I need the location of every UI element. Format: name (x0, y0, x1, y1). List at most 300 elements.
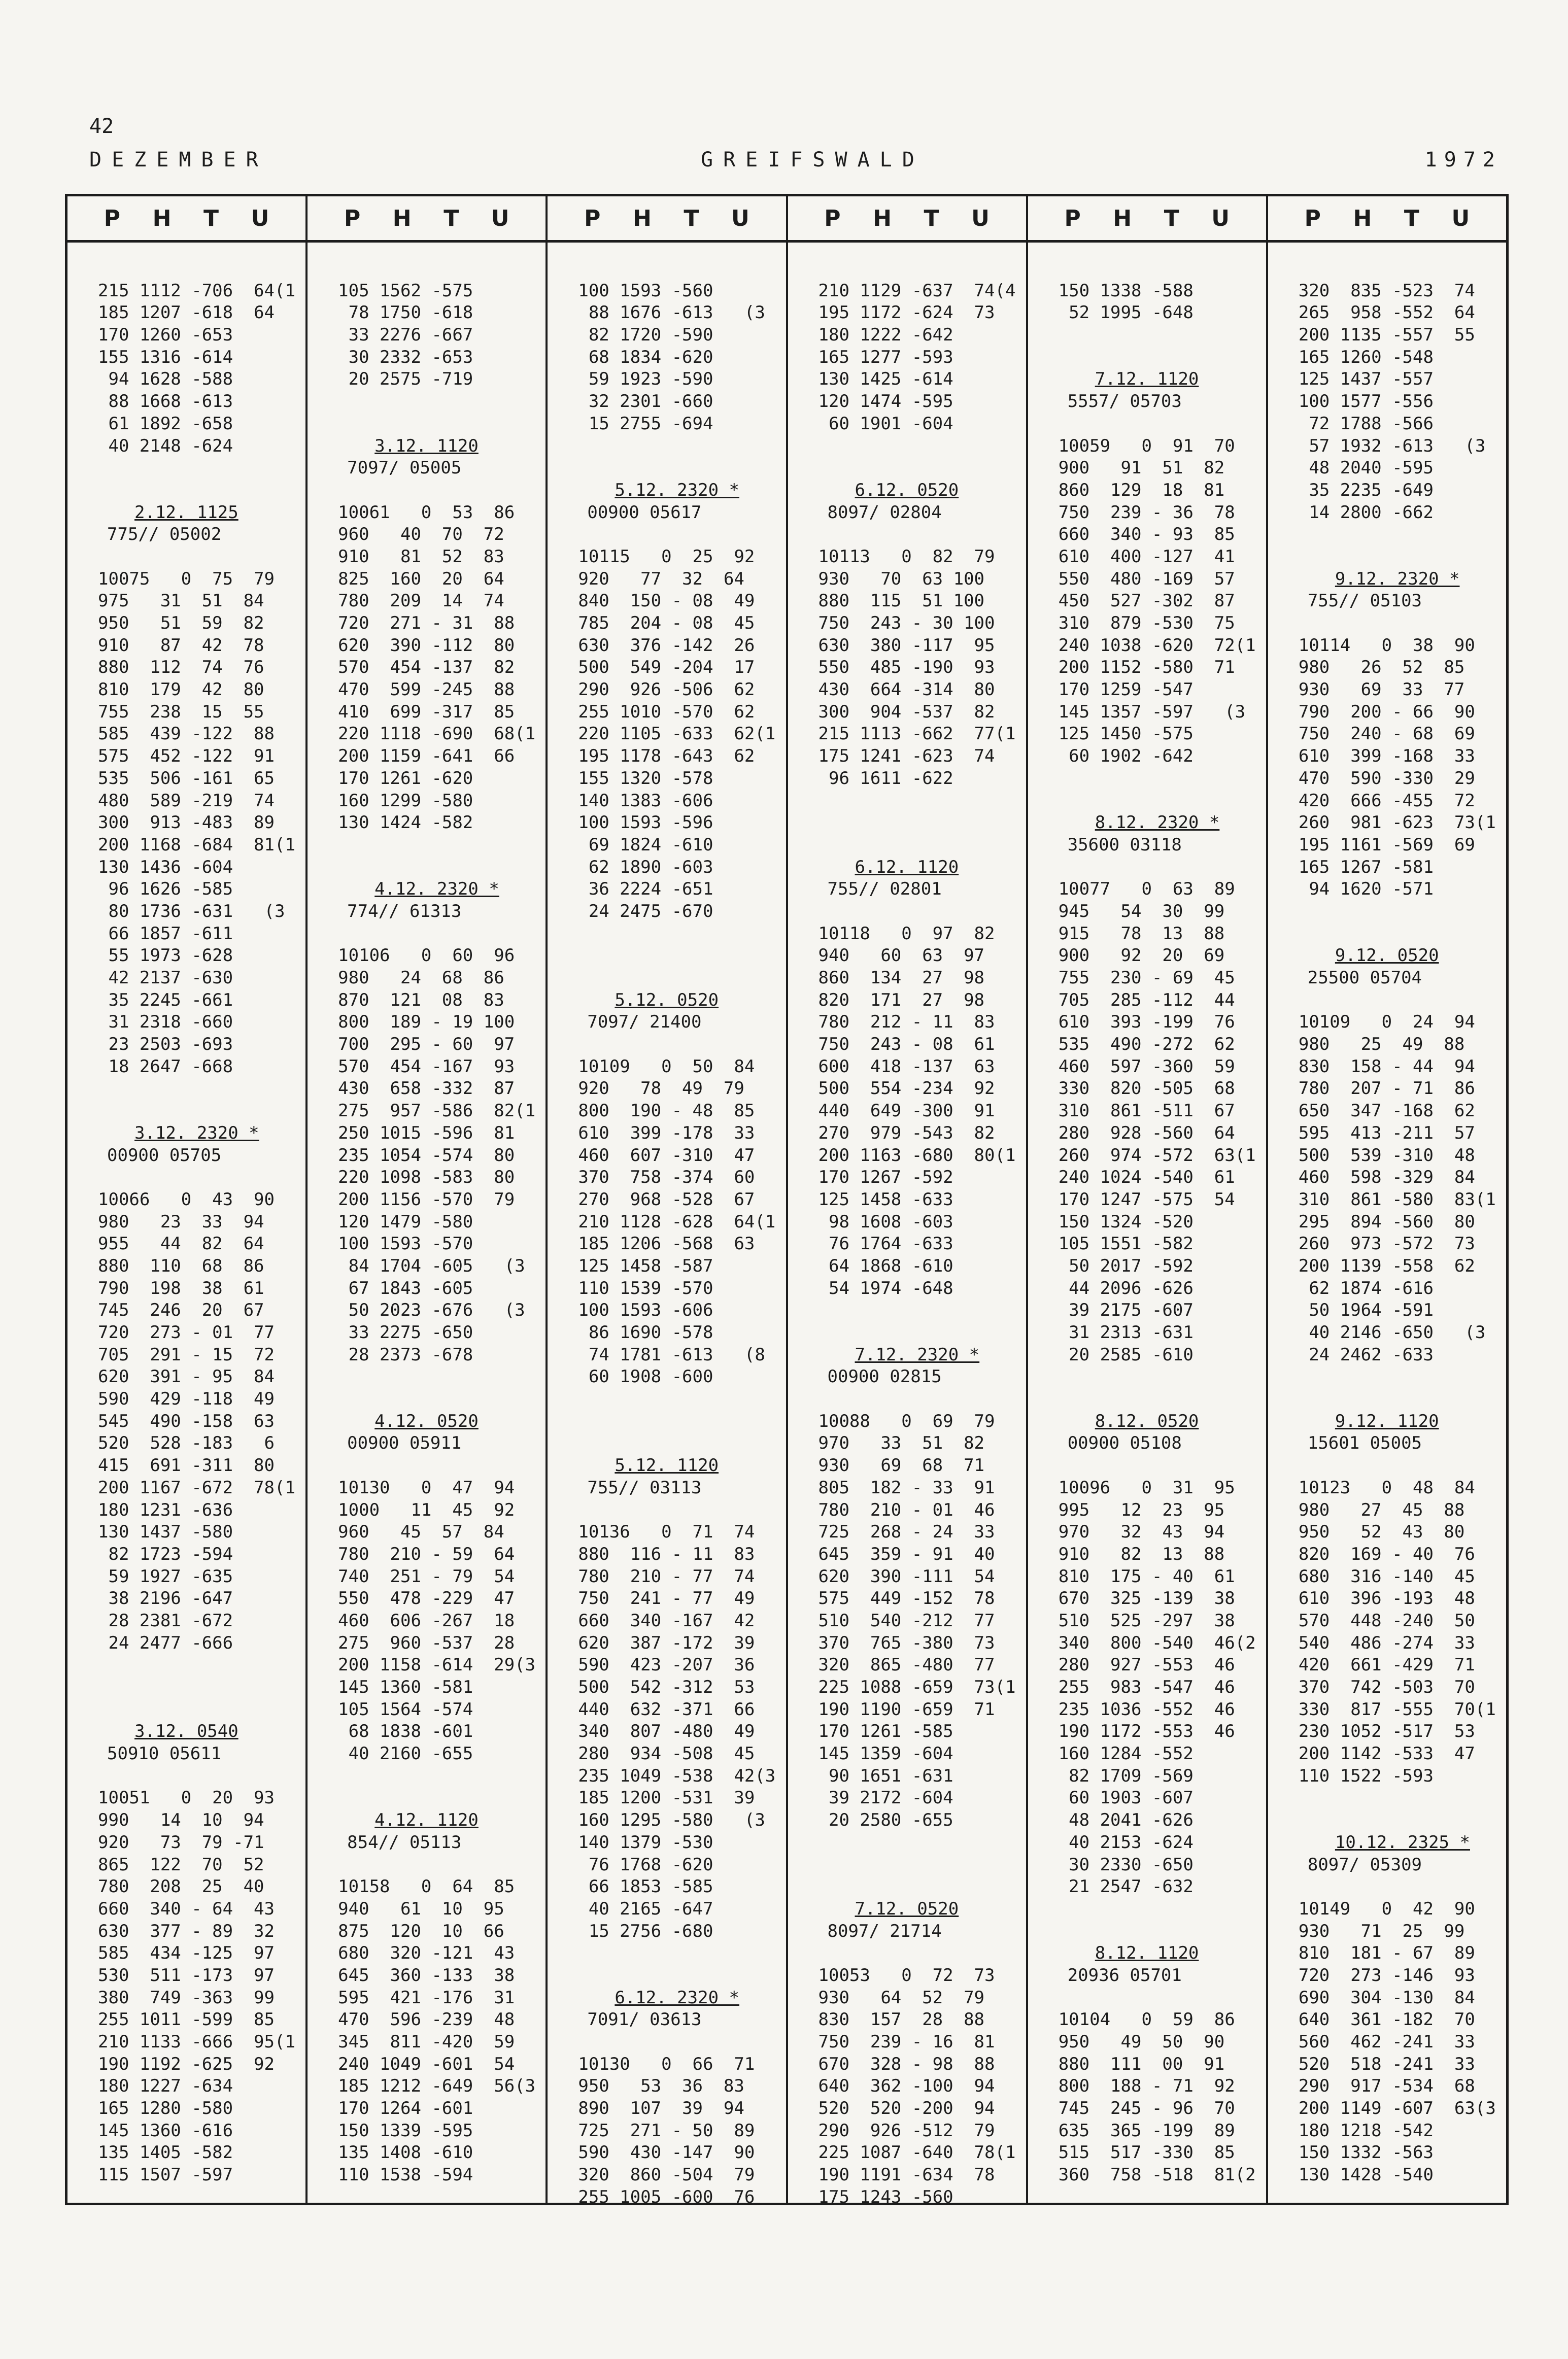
column-header (1028, 196, 1266, 243)
sounding-title: 7.12. 2320 * (855, 1344, 980, 1365)
data-row: 59 1923 -590 (578, 369, 713, 390)
data-row: 140 1383 -606 (578, 790, 713, 811)
data-row: 920 73 79 -71 (98, 1832, 264, 1853)
data-row: 725 271 - 50 89 (578, 2120, 755, 2141)
column-header-label: U (731, 205, 749, 231)
blank-line (1299, 612, 1506, 635)
data-row: 620 387 -172 39 (578, 1632, 755, 1653)
data-row: 125 1450 -575 (1058, 724, 1194, 744)
data-row: 570 454 -137 82 (338, 657, 515, 678)
blank-line (338, 1455, 546, 1477)
data-row: 190 1190 -659 71 (818, 1699, 995, 1720)
data-row: 165 1267 -581 (1298, 857, 1434, 877)
blank-line (578, 1388, 786, 1411)
blank-line (1299, 524, 1506, 546)
data-row: 24 2462 -633 (1298, 1344, 1434, 1365)
data-row: 745 245 - 96 70 (1058, 2098, 1235, 2119)
sounding-title: 8.12. 0520 (1095, 1411, 1199, 1431)
data-row: 40 2148 -624 (98, 435, 233, 456)
blank-line (1299, 258, 1506, 280)
data-row: 215 1112 -706 64(1 (98, 280, 295, 301)
data-row: 80 1736 -631 (3 (98, 901, 285, 921)
data-row: 190 1192 -625 92 (98, 2054, 275, 2074)
column-header-label: T (684, 205, 699, 231)
blank-line (1299, 1388, 1506, 1411)
data-row: 1000 11 45 92 (338, 1499, 515, 1520)
data-row: 620 390 -111 54 (818, 1566, 995, 1587)
blank-line (578, 258, 786, 280)
data-row: 705 291 - 15 72 (98, 1344, 275, 1365)
data-row: 310 861 -511 67 (1058, 1101, 1235, 1121)
data-row: 31 2313 -631 (1058, 1322, 1194, 1343)
data-row: 950 52 43 80 (1298, 1522, 1465, 1543)
blank-line (338, 1366, 546, 1388)
sounding-code: 00900 02815 (827, 1366, 942, 1387)
column-body (67, 243, 305, 2186)
sounding-code: 15601 05005 (1307, 1433, 1422, 1454)
data-row: 780 210 - 77 74 (578, 1566, 755, 1587)
column-header-label: H (392, 205, 412, 231)
data-row: 830 157 28 88 (818, 2009, 985, 2030)
data-row: 10118 0 97 82 (818, 923, 995, 944)
blank-line (819, 1322, 1026, 1344)
sounding-code: 7091/ 03613 (587, 2009, 702, 2030)
data-row: 69 1824 -610 (578, 834, 713, 855)
sounding-code: 00900 05617 (587, 502, 702, 523)
data-row: 200 1158 -614 29(3 (338, 1655, 536, 1676)
data-row: 590 430 -147 90 (578, 2142, 755, 2163)
data-row: 515 517 -330 85 (1058, 2142, 1235, 2163)
data-row: 255 1011 -599 85 (98, 2009, 275, 2030)
data-row: 10066 0 43 90 (98, 1189, 275, 1210)
data-row: 280 928 -560 64 (1058, 1122, 1235, 1143)
data-row: 170 1259 -547 (1058, 679, 1194, 700)
data-row: 300 913 -483 89 (98, 812, 275, 833)
data-row: 635 365 -199 89 (1058, 2120, 1235, 2141)
data-row: 14 2800 -662 (1298, 502, 1434, 523)
data-row: 185 1207 -618 64 (98, 302, 275, 323)
data-row: 980 24 68 86 (338, 968, 504, 988)
data-row: 330 817 -555 70(1 (1298, 1699, 1496, 1720)
data-row: 72 1788 -566 (1298, 413, 1434, 434)
data-row: 740 251 - 79 54 (338, 1566, 515, 1587)
blank-line (338, 1854, 546, 1876)
page-number: 42 (89, 115, 114, 138)
data-row: 275 960 -537 28 (338, 1632, 515, 1653)
data-row: 195 1178 -643 62 (578, 746, 755, 767)
data-row: 805 182 - 33 91 (818, 1477, 995, 1498)
data-row: 10061 0 53 86 (338, 502, 515, 523)
data-row: 470 596 -239 48 (338, 2009, 515, 2030)
data-row: 800 188 - 71 92 (1058, 2076, 1235, 2097)
data-row: 185 1200 -531 39 (578, 1788, 755, 1808)
data-row: 880 112 74 76 (98, 657, 264, 678)
data-row: 170 1261 -585 (818, 1721, 953, 1742)
column-header-label: T (1404, 205, 1419, 231)
data-row: 780 207 - 71 86 (1298, 1078, 1475, 1099)
data-row: 160 1284 -552 (1058, 1743, 1194, 1764)
table-column (308, 196, 548, 2203)
data-row: 33 2275 -650 (338, 1322, 473, 1343)
column-header-label: U (251, 205, 269, 231)
data-row: 750 239 - 36 78 (1058, 502, 1235, 523)
blank-line (1299, 1876, 1506, 1898)
data-row: 660 340 - 93 85 (1058, 524, 1235, 545)
data-row: 23 2503 -693 (98, 1034, 233, 1055)
sounding-code: 50910 05611 (107, 1743, 222, 1764)
data-row: 310 879 -530 75 (1058, 613, 1235, 633)
data-row: 135 1405 -582 (98, 2142, 233, 2163)
sounding-title: 3.12. 2320 * (134, 1122, 259, 1143)
data-row: 88 1668 -613 (98, 391, 233, 412)
data-row: 510 525 -297 38 (1058, 1610, 1235, 1631)
data-row: 260 973 -572 73 (1298, 1234, 1475, 1254)
blank-line (338, 834, 546, 857)
column-body (548, 243, 786, 2203)
blank-line (578, 435, 786, 458)
blank-line (1059, 768, 1266, 790)
data-row: 610 399 -168 33 (1298, 746, 1475, 767)
data-row: 100 1577 -556 (1298, 391, 1434, 412)
blank-line (98, 546, 305, 568)
column-header-label: T (203, 205, 219, 231)
sounding-title: 9.12. 1120 (1335, 1411, 1439, 1431)
sounding-code: 00900 05705 (107, 1145, 222, 1166)
data-row: 820 169 - 40 76 (1298, 1544, 1475, 1564)
blank-line (578, 457, 786, 480)
data-row: 360 758 -518 81(2 (1058, 2165, 1256, 2185)
blank-line (578, 2031, 786, 2054)
data-row: 320 835 -523 74 (1298, 280, 1475, 301)
data-row: 250 1015 -596 81 (338, 1122, 515, 1143)
data-row: 110 1539 -570 (578, 1278, 713, 1298)
data-row: 780 209 14 74 (338, 591, 504, 611)
data-row: 10109 0 50 84 (578, 1056, 755, 1077)
data-row: 650 347 -168 62 (1298, 1101, 1475, 1121)
blank-line (1059, 1987, 1266, 2009)
data-row: 48 2040 -595 (1298, 458, 1434, 478)
sounding-code: 774// 61313 (347, 901, 462, 921)
sounding-code: 7097/ 21400 (587, 1012, 702, 1033)
data-row: 165 1277 -593 (818, 347, 953, 367)
data-row: 930 64 52 79 (818, 1987, 985, 2008)
data-row: 48 2041 -626 (1058, 1810, 1194, 1831)
data-row: 10130 0 66 71 (578, 2054, 755, 2074)
data-row: 230 1052 -517 53 (1298, 1721, 1475, 1742)
data-row: 345 811 -420 59 (338, 2032, 515, 2052)
data-row: 94 1628 -588 (98, 369, 233, 390)
sounding-title: 9.12. 2320 * (1335, 568, 1460, 589)
data-row: 310 861 -580 83(1 (1298, 1189, 1496, 1210)
data-row: 790 200 - 66 90 (1298, 701, 1475, 722)
data-row: 520 520 -200 94 (818, 2098, 995, 2119)
data-row: 52 1995 -648 (1058, 302, 1194, 323)
data-row: 210 1128 -628 64(1 (578, 1211, 776, 1232)
data-row: 980 26 52 85 (1298, 657, 1465, 678)
data-row: 50 2017 -592 (1058, 1255, 1194, 1276)
sounding-code: 35600 03118 (1067, 834, 1182, 855)
column-header-label: U (491, 205, 509, 231)
data-row: 60 1908 -600 (578, 1366, 713, 1387)
data-row: 100 1593 -606 (578, 1300, 713, 1321)
data-row: 900 92 20 69 (1058, 945, 1225, 966)
data-row: 780 212 - 11 83 (818, 1012, 995, 1033)
data-row: 920 77 32 64 (578, 568, 744, 589)
data-row: 38 2196 -647 (98, 1588, 233, 1609)
column-body (1268, 243, 1506, 2186)
data-row: 21 2547 -632 (1058, 1876, 1194, 1897)
data-row: 610 400 -127 41 (1058, 546, 1235, 567)
blank-line (98, 1699, 305, 1721)
blank-line (819, 1388, 1026, 1411)
data-row: 200 1152 -580 71 (1058, 657, 1235, 678)
data-row: 500 549 -204 17 (578, 657, 755, 678)
data-row: 560 462 -241 33 (1298, 2032, 1475, 2052)
data-row: 645 360 -133 38 (338, 1965, 515, 1986)
table-column (1028, 196, 1268, 2203)
data-row: 60 1902 -642 (1058, 746, 1194, 767)
data-row: 145 1360 -581 (338, 1677, 473, 1697)
data-row: 90 1651 -631 (818, 1765, 953, 1786)
blank-line (819, 834, 1026, 857)
data-row: 620 390 -112 80 (338, 635, 515, 656)
sounding-title: 6.12. 0520 (855, 480, 959, 500)
data-row: 105 1551 -582 (1058, 1234, 1194, 1254)
data-row: 420 661 -429 71 (1298, 1655, 1475, 1676)
data-row: 875 120 10 66 (338, 1921, 504, 1941)
data-row: 690 304 -130 84 (1298, 1987, 1475, 2008)
blank-line (819, 812, 1026, 834)
data-row: 235 1036 -552 46 (1058, 1699, 1235, 1720)
data-row: 430 664 -314 80 (818, 679, 995, 700)
blank-line (338, 413, 546, 435)
blank-line (819, 1300, 1026, 1322)
data-row: 820 171 27 98 (818, 989, 985, 1010)
sounding-title: 10.12. 2325 * (1335, 1832, 1470, 1853)
data-row: 430 658 -332 87 (338, 1078, 515, 1099)
sounding-code: 755// 03113 (587, 1477, 702, 1498)
data-row: 410 699 -317 85 (338, 701, 515, 722)
data-row: 280 934 -508 45 (578, 1743, 755, 1764)
data-row: 900 91 51 82 (1058, 458, 1225, 478)
sounding-code: 8097/ 02804 (827, 502, 942, 523)
data-row: 480 589 -219 74 (98, 790, 275, 811)
sounding-table (65, 194, 1509, 2205)
data-row: 940 61 10 95 (338, 1898, 504, 1919)
data-row: 995 12 23 95 (1058, 1499, 1225, 1520)
column-header-label: P (344, 205, 361, 231)
sounding-title: 6.12. 2320 * (615, 1987, 739, 2008)
data-row: 275 957 -586 82(1 (338, 1101, 536, 1121)
data-row: 50 2023 -676 (3 (338, 1300, 525, 1321)
data-row: 195 1172 -624 73 (818, 302, 995, 323)
sounding-title: 5.12. 1120 (615, 1455, 719, 1476)
data-row: 135 1408 -610 (338, 2142, 473, 2163)
data-row: 340 807 -480 49 (578, 1721, 755, 1742)
data-row: 630 376 -142 26 (578, 635, 755, 656)
data-row: 225 1088 -659 73(1 (818, 1677, 1016, 1697)
data-row: 990 14 10 94 (98, 1810, 264, 1831)
data-row: 82 1720 -590 (578, 325, 713, 346)
data-row: 33 2276 -667 (338, 325, 473, 346)
data-row: 745 246 20 67 (98, 1300, 264, 1321)
data-row: 200 1142 -533 47 (1298, 1743, 1475, 1764)
data-row: 460 606 -267 18 (338, 1610, 515, 1631)
blank-line (1059, 258, 1266, 280)
data-row: 260 981 -623 73(1 (1298, 812, 1496, 833)
blank-line (1059, 1366, 1266, 1388)
data-row: 880 111 00 91 (1058, 2054, 1225, 2074)
data-row: 82 1723 -594 (98, 1544, 233, 1564)
column-header-label: H (1353, 205, 1372, 231)
data-row: 170 1264 -601 (338, 2098, 473, 2119)
data-row: 76 1768 -620 (578, 1854, 713, 1875)
data-row: 235 1054 -574 80 (338, 1145, 515, 1166)
table-column (67, 196, 308, 2203)
data-row: 68 1834 -620 (578, 347, 713, 367)
data-row: 20 2580 -655 (818, 1810, 953, 1831)
column-header-label: U (1211, 205, 1230, 231)
blank-line (1059, 1921, 1266, 1943)
column-body (1028, 243, 1266, 2186)
data-row: 55 1973 -628 (98, 945, 233, 966)
data-row: 175 1241 -623 74 (818, 746, 995, 767)
data-row: 720 271 - 31 88 (338, 613, 515, 633)
data-row: 10077 0 63 89 (1058, 879, 1235, 900)
data-row: 155 1316 -614 (98, 347, 233, 367)
data-row: 610 393 -199 76 (1058, 1012, 1235, 1033)
data-row: 500 554 -234 92 (818, 1078, 995, 1099)
data-row: 300 904 -537 82 (818, 701, 995, 722)
data-row: 61 1892 -658 (98, 413, 233, 434)
data-row: 750 243 - 08 61 (818, 1034, 995, 1055)
data-row: 120 1479 -580 (338, 1211, 473, 1232)
data-row: 180 1222 -642 (818, 325, 953, 346)
data-row: 10130 0 47 94 (338, 1477, 515, 1498)
data-row: 370 758 -374 60 (578, 1167, 755, 1188)
data-row: 130 1425 -614 (818, 369, 953, 390)
data-row: 785 204 - 08 45 (578, 613, 755, 633)
data-row: 96 1626 -585 (98, 879, 233, 900)
data-row: 460 607 -310 47 (578, 1145, 755, 1166)
data-row: 750 239 - 16 81 (818, 2032, 995, 2052)
data-row: 530 511 -173 97 (98, 1965, 275, 1986)
data-row: 175 1243 -560 (818, 2186, 953, 2203)
data-row: 160 1295 -580 (3 (578, 1810, 765, 1831)
column-header-label: T (924, 205, 939, 231)
data-row: 295 894 -560 80 (1298, 1211, 1475, 1232)
data-row: 100 1593 -596 (578, 812, 713, 833)
data-row: 82 1709 -569 (1058, 1765, 1194, 1786)
column-header-label: H (1113, 205, 1132, 231)
data-row: 145 1359 -604 (818, 1743, 953, 1764)
data-row: 680 316 -140 45 (1298, 1566, 1475, 1587)
data-row: 30 2332 -653 (338, 347, 473, 367)
blank-line (578, 1965, 786, 1987)
data-row: 67 1843 -605 (338, 1278, 473, 1298)
data-row: 680 320 -121 43 (338, 1943, 515, 1964)
data-row: 510 540 -212 77 (818, 1610, 995, 1631)
data-row: 40 2160 -655 (338, 1743, 473, 1764)
data-row: 10051 0 20 93 (98, 1788, 275, 1808)
sounding-code: 854// 05113 (347, 1832, 462, 1853)
blank-line (1299, 1809, 1506, 1832)
blank-line (98, 1167, 305, 1189)
data-row: 20 2575 -719 (338, 369, 473, 390)
data-row: 750 243 - 30 100 (818, 613, 995, 633)
data-row: 200 1139 -558 62 (1298, 1255, 1475, 1276)
data-row: 96 1611 -622 (818, 768, 953, 789)
blank-line (819, 457, 1026, 480)
column-header-label: H (632, 205, 652, 231)
sounding-code: 20936 05701 (1067, 1965, 1182, 1986)
blank-line (1059, 1388, 1266, 1411)
data-row: 535 490 -272 62 (1058, 1034, 1235, 1055)
data-row: 62 1874 -616 (1298, 1278, 1434, 1298)
sounding-title: 5.12. 2320 * (615, 480, 739, 500)
data-row: 540 486 -274 33 (1298, 1632, 1475, 1653)
blank-line (98, 1654, 305, 1677)
data-row: 200 1168 -684 81(1 (98, 834, 295, 855)
blank-line (819, 524, 1026, 546)
blank-line (98, 1100, 305, 1122)
data-row: 720 273 -146 93 (1298, 1965, 1475, 1986)
blank-line (819, 901, 1026, 923)
data-row: 24 2477 -666 (98, 1632, 233, 1653)
data-row: 210 1133 -666 95(1 (98, 2032, 295, 2052)
data-row: 880 115 51 100 (818, 591, 985, 611)
data-row: 42 2137 -630 (98, 968, 233, 988)
data-row: 35 2235 -649 (1298, 480, 1434, 500)
data-row: 10059 0 91 70 (1058, 435, 1235, 456)
blank-line (338, 1787, 546, 1809)
data-row: 57 1932 -613 (3 (1298, 435, 1486, 456)
sounding-title: 8.12. 1120 (1095, 1943, 1199, 1964)
data-row: 145 1357 -597 (3 (1058, 701, 1246, 722)
data-row: 265 958 -552 64 (1298, 302, 1475, 323)
data-row: 705 285 -112 44 (1058, 989, 1235, 1010)
data-row: 500 539 -310 48 (1298, 1145, 1475, 1166)
data-row: 100 1593 -570 (338, 1234, 473, 1254)
data-row: 180 1231 -636 (98, 1499, 233, 1520)
data-row: 840 150 - 08 49 (578, 591, 755, 611)
data-row: 28 2381 -672 (98, 1610, 233, 1631)
sounding-title: 2.12. 1125 (134, 502, 238, 523)
data-row: 755 230 - 69 45 (1058, 968, 1235, 988)
data-row: 720 273 - 01 77 (98, 1322, 275, 1343)
blank-line (819, 1942, 1026, 1965)
data-row: 975 31 51 84 (98, 591, 264, 611)
blank-line (578, 1432, 786, 1455)
header-year: 1972 (1424, 148, 1502, 172)
data-row: 40 2165 -647 (578, 1898, 713, 1919)
data-row: 170 1260 -653 (98, 325, 233, 346)
data-row: 84 1704 -605 (3 (338, 1255, 525, 1276)
data-row: 970 32 43 94 (1058, 1522, 1225, 1543)
data-row: 500 542 -312 53 (578, 1677, 755, 1697)
blank-line (578, 945, 786, 967)
blank-line (578, 1499, 786, 1522)
data-row: 165 1260 -548 (1298, 347, 1434, 367)
data-row: 35 2245 -661 (98, 989, 233, 1010)
sounding-code: 00900 05108 (1067, 1433, 1182, 1454)
blank-line (98, 258, 305, 280)
data-row: 44 2096 -626 (1058, 1278, 1194, 1298)
data-row: 24 2475 -670 (578, 901, 713, 921)
data-row: 320 860 -504 79 (578, 2165, 755, 2185)
blank-line (1299, 923, 1506, 945)
data-row: 750 240 - 68 69 (1298, 724, 1475, 744)
